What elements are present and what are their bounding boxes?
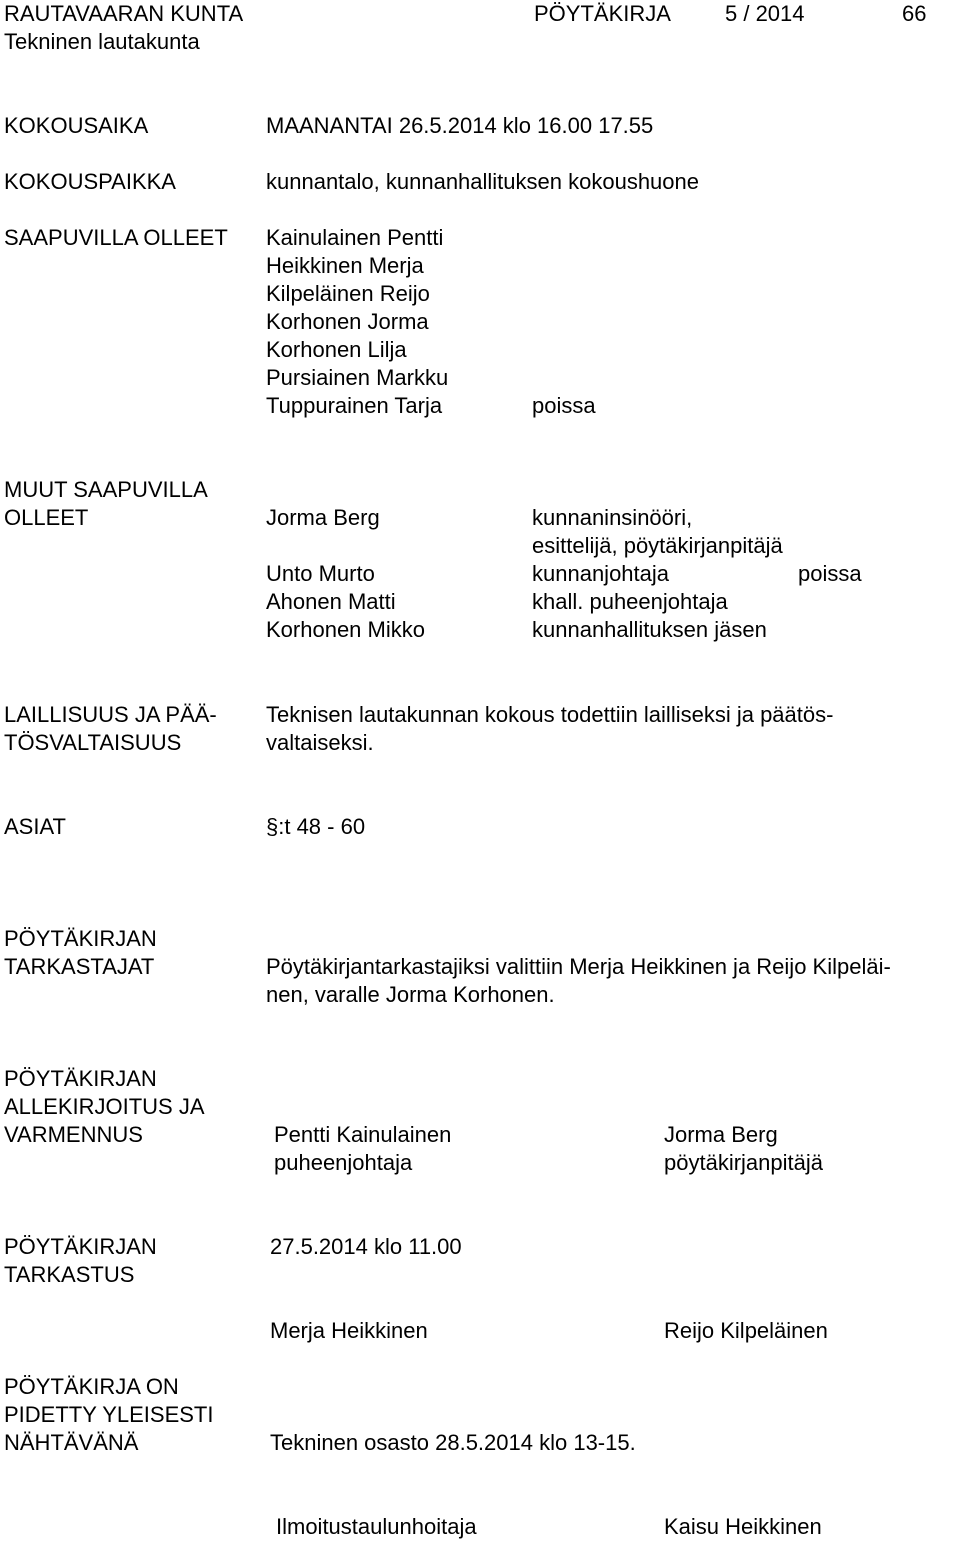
meeting-place-value: kunnantalo, kunnanhallituksen kokoushuone xyxy=(266,169,699,194)
other-attendee-role: khall. puheenjohtaja xyxy=(532,589,728,614)
signer-role: puheenjohtaja xyxy=(274,1150,413,1175)
public-display-value: Tekninen osasto 28.5.2014 klo 13-15. xyxy=(270,1430,636,1455)
municipality-name: RAUTAVAARAN KUNTA xyxy=(4,1,244,26)
absent-note: poissa xyxy=(798,561,862,586)
signatures-label: VARMENNUS xyxy=(4,1122,143,1147)
signatures-label: ALLEKIRJOITUS JA xyxy=(4,1094,205,1119)
matters-value: §:t 48 - 60 xyxy=(266,814,366,839)
absent-note: poissa xyxy=(532,393,596,418)
attendee: Kainulainen Pentti xyxy=(266,225,444,250)
other-attendee-name: Ahonen Matti xyxy=(266,589,396,614)
inspection-label: TARKASTUS xyxy=(4,1262,135,1287)
other-attendees-label: MUUT SAAPUVILLA xyxy=(4,477,208,502)
signer-name: Pentti Kainulainen xyxy=(274,1122,452,1147)
signer-name: Jorma Berg xyxy=(664,1122,778,1147)
signatures-label: PÖYTÄKIRJAN xyxy=(4,1066,157,1091)
notice-board-keeper-name: Kaisu Heikkinen xyxy=(664,1514,822,1539)
inspectors-label: PÖYTÄKIRJAN xyxy=(4,926,157,951)
other-attendee-name: Korhonen Mikko xyxy=(266,617,425,642)
legality-text: valtaiseksi. xyxy=(266,730,374,755)
page-number: 66 xyxy=(902,1,927,26)
inspector-name: Merja Heikkinen xyxy=(270,1318,428,1343)
inspectors-label: TARKASTAJAT xyxy=(4,954,155,979)
meeting-time-value: MAANANTAI 26.5.2014 klo 16.00 17.55 xyxy=(266,113,654,138)
other-attendee-role: kunnanjohtaja xyxy=(532,561,670,586)
public-display-label: NÄHTÄVÄNÄ xyxy=(4,1430,139,1455)
other-attendee-name: Unto Murto xyxy=(266,561,375,586)
public-display-label: PÖYTÄKIRJA ON xyxy=(4,1374,179,1399)
other-attendee-role: kunnanhallituksen jäsen xyxy=(532,617,767,642)
public-display-label: PIDETTY YLEISESTI xyxy=(4,1402,214,1427)
legality-label: LAILLISUUS JA PÄÄ- xyxy=(4,702,217,727)
other-attendees-label: OLLEET xyxy=(4,505,89,530)
board-name: Tekninen lautakunta xyxy=(4,29,200,54)
attendee: Korhonen Jorma xyxy=(266,309,429,334)
inspection-label: PÖYTÄKIRJAN xyxy=(4,1234,157,1259)
other-attendee-role: esittelijä, pöytäkirjanpitäjä xyxy=(532,533,783,558)
inspection-date: 27.5.2014 klo 11.00 xyxy=(270,1234,462,1259)
document-number: 5 / 2014 xyxy=(725,1,805,26)
signer-role: pöytäkirjanpitäjä xyxy=(664,1150,823,1175)
attendee: Pursiainen Markku xyxy=(266,365,449,390)
other-attendee-name: Jorma Berg xyxy=(266,505,380,530)
meeting-time-label: KOKOUSAIKA xyxy=(4,113,149,138)
legality-text: Teknisen lautakunnan kokous todettiin lailliseksi ja päätös- xyxy=(266,702,834,727)
attendee: Heikkinen Merja xyxy=(266,253,424,278)
other-attendee-role: kunnaninsinööri, xyxy=(532,505,693,530)
notice-board-keeper-title: Ilmoitustaulunhoitaja xyxy=(276,1514,477,1539)
matters-label: ASIAT xyxy=(4,814,66,839)
document-type: PÖYTÄKIRJA xyxy=(534,1,671,26)
attendee: Tuppurainen Tarja xyxy=(266,393,443,418)
attendee: Korhonen Lilja xyxy=(266,337,407,362)
legality-label: TÖSVALTAISUUS xyxy=(4,730,182,755)
inspectors-text: Pöytäkirjantarkastajiksi valittiin Merja Heikkinen ja Reijo Kilpeläi- xyxy=(266,954,891,979)
meeting-place-label: KOKOUSPAIKKA xyxy=(4,169,176,194)
attendee: Kilpeläinen Reijo xyxy=(266,281,430,306)
inspector-name: Reijo Kilpeläinen xyxy=(664,1318,828,1343)
attendees-label: SAAPUVILLA OLLEET xyxy=(4,225,228,250)
inspectors-text: nen, varalle Jorma Korhonen. xyxy=(266,982,555,1007)
